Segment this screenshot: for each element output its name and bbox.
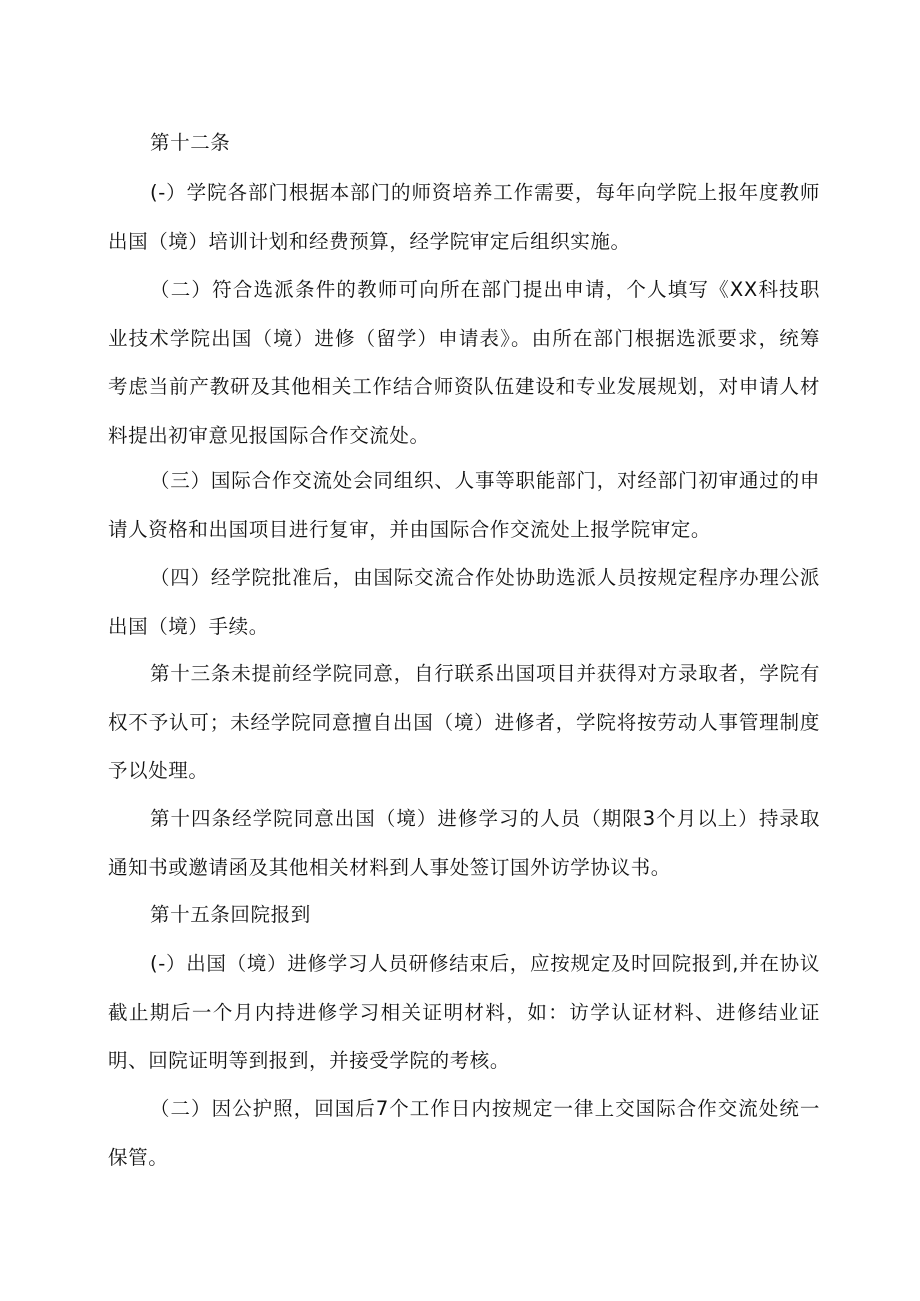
article-12-item-3: （三）国际合作交流处会同组织、人事等职能部门，对经部门初审通过的申请人资格和出国项目进行复审，并由国际合作交流处上报学院审定。 [108, 469, 820, 541]
article-12-item-2: （二）符合选派条件的教师可向所在部门提出申请，个人填写《XX科技职业技术学院出国（境）进修（留学）申请表》。由所在部门根据选派要求，统筹考虑当前产教研及其他相关工作结合师资队伍建设和专业发展规划，对申请人材料提出初审意见报国际合作交流处。 [108, 278, 820, 447]
article-15-item-2: （二）因公护照，回国后7个工作日内按规定一律上交国际合作交流处统一保管。 [108, 1097, 820, 1169]
article-15-heading: 第十五条回院报到 [150, 903, 311, 926]
article-12-item-1: (-）学院各部门根据本部门的师资培养工作需要，每年向学院上报年度教师出国（境）培训计划和经费预算，经学院审定后组织实施。 [108, 181, 820, 253]
article-14: 第十四条经学院同意出国（境）进修学习的人员（期限3个月以上）持录取通知书或邀请函及其他相关材料到人事处签订国外访学协议书。 [108, 807, 820, 879]
article-13: 第十三条未提前经学院同意，自行联系出国项目并获得对方录取者，学院有权不予认可；未经学院同意擅自出国（境）进修者，学院将按劳动人事管理制度予以处理。 [108, 662, 820, 782]
article-15-item-1: (-）出国（境）进修学习人员研修结束后，应按规定及时回院报到,并在协议截止期后一个月内持进修学习相关证明材料，如：访学认证材料、进修结业证明、回院证明等到报到，并接受学院的考核。 [108, 952, 820, 1072]
article-12-heading: 第十二条 [150, 131, 231, 154]
article-12-item-4: （四）经学院批准后，由国际交流合作处协助选派人员按规定程序办理公派出国（境）手续。 [108, 566, 820, 638]
